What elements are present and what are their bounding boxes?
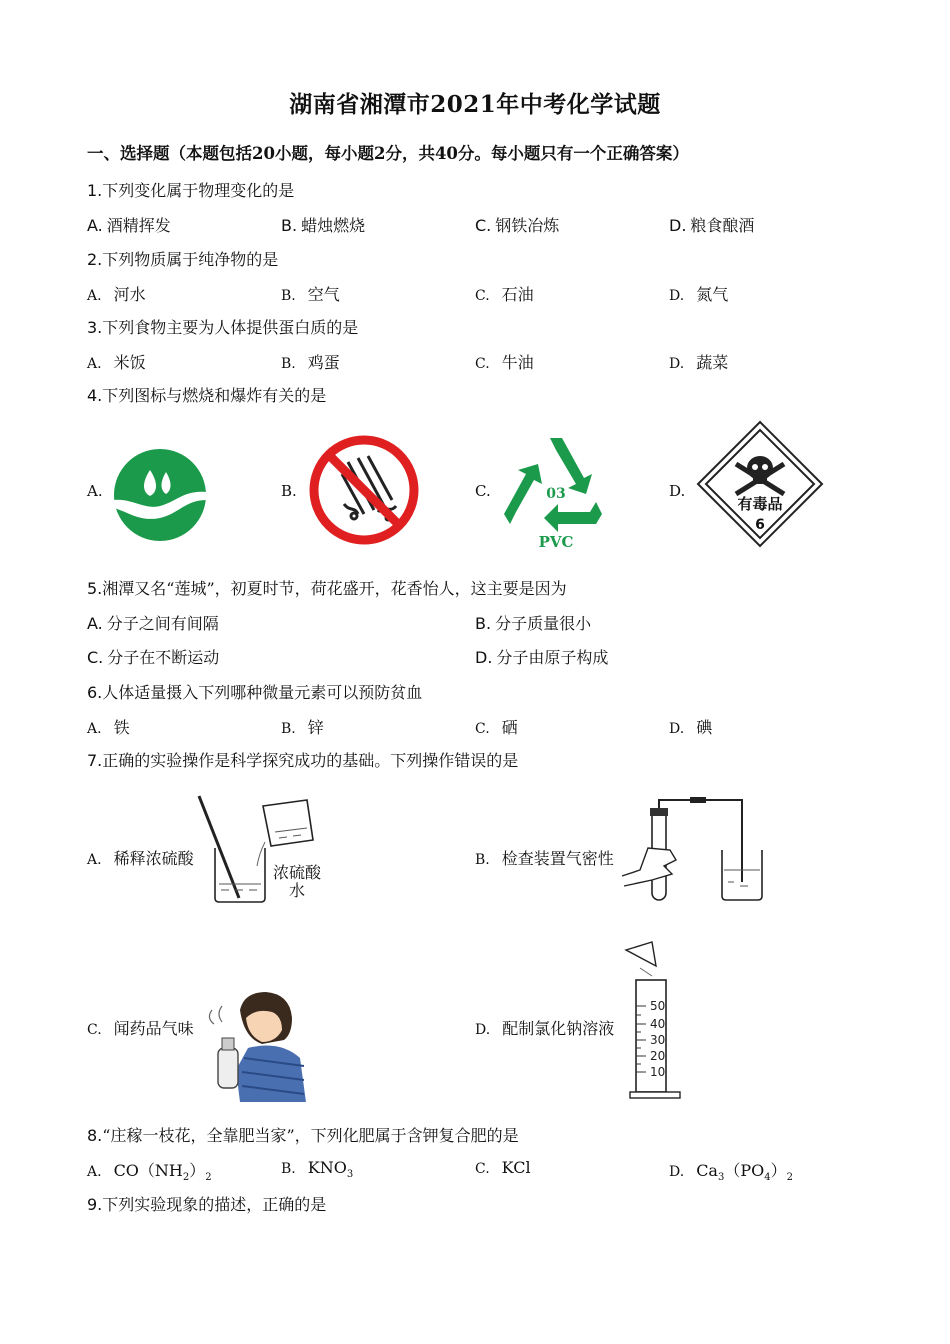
question-number: 1.: [87, 181, 103, 200]
option-text: 分子质量很小: [495, 614, 592, 633]
option-text: 碘: [696, 718, 713, 737]
q2-option-d[interactable]: [669, 282, 728, 305]
q3-option-b[interactable]: [281, 350, 340, 373]
option-text: 闻药品气味: [113, 1019, 194, 1038]
option-letter: A.: [87, 216, 103, 235]
q8-option-d[interactable]: [669, 1158, 793, 1183]
option-letter: D.: [669, 1164, 685, 1180]
q4-option-d-letter[interactable]: D.: [669, 482, 686, 500]
q6-option-d[interactable]: [669, 715, 712, 738]
option-text: 鸡蛋: [307, 353, 340, 372]
page-title: 湖南省湘潭市2021年中考化学试题: [289, 91, 661, 118]
option-letter: B.: [475, 614, 492, 633]
option-letter: B.: [475, 852, 490, 868]
question-9: [87, 1192, 326, 1215]
formula-subscript: 2: [205, 1172, 212, 1184]
q6-option-b[interactable]: [281, 715, 324, 738]
dilute-acid-figure: [195, 792, 335, 908]
question-text: 下列变化属于物理变化的是: [102, 181, 295, 200]
option-letter: B.: [281, 356, 296, 372]
option-text: 米饭: [113, 353, 146, 372]
toxic-class-number: 6: [755, 517, 765, 533]
question-4: [87, 383, 326, 406]
option-text: KCl: [501, 1158, 531, 1177]
question-8: [87, 1123, 519, 1146]
question-7: [87, 748, 518, 771]
water-saving-sign-icon[interactable]: [112, 448, 208, 542]
question-number: 8.: [87, 1126, 103, 1145]
formula-part: （PO: [724, 1161, 765, 1180]
airtightness-check-figure: [620, 794, 770, 906]
question-1: [87, 178, 294, 201]
question-number: 6.: [87, 683, 103, 702]
option-text: 酒精挥发: [106, 216, 171, 235]
option-text: 锌: [307, 718, 324, 737]
option-text: 氮气: [696, 285, 729, 304]
option-letter: D.: [475, 648, 493, 667]
no-fireworks-sign-icon[interactable]: [308, 434, 420, 546]
scale-50: 50: [650, 999, 666, 1013]
water-label: 水: [289, 881, 306, 900]
option-text: 钢铁冶炼: [495, 216, 560, 235]
option-letter: A.: [87, 614, 103, 633]
q2-option-a[interactable]: [87, 282, 146, 305]
option-letter: C.: [475, 721, 490, 737]
question-3: [87, 315, 358, 338]
formula-part: Ca: [696, 1161, 718, 1180]
option-text: 分子由原子构成: [496, 648, 609, 667]
scale-20: 20: [650, 1049, 666, 1063]
option-letter: A.: [87, 721, 102, 737]
question-number: 9.: [87, 1195, 103, 1214]
acid-label: 浓硫酸: [273, 863, 322, 882]
q7-option-a[interactable]: [87, 846, 194, 869]
formula-part: ）: [189, 1161, 206, 1180]
option-text: 检查装置气密性: [501, 849, 614, 868]
option-letter: D.: [669, 288, 685, 304]
smell-chemical-figure: [200, 988, 310, 1104]
option-text: 稀释浓硫酸: [113, 849, 194, 868]
q8-option-c[interactable]: [475, 1158, 531, 1177]
option-text: 蜡烛燃烧: [301, 216, 366, 235]
graduated-cylinder-figure: [622, 940, 692, 1104]
question-number: 4.: [87, 386, 103, 405]
option-letter: A.: [87, 288, 102, 304]
option-text: 分子之间有间隔: [106, 614, 219, 633]
q5-option-b[interactable]: [475, 611, 591, 634]
option-text: 配制氯化钠溶液: [502, 1019, 615, 1038]
option-letter: C.: [87, 1022, 102, 1038]
option-letter: A.: [87, 852, 102, 868]
q4-option-a-letter[interactable]: A.: [87, 482, 103, 500]
question-number: 2.: [87, 250, 103, 269]
formula-subscript: 3: [346, 1169, 354, 1181]
q8-option-b[interactable]: [281, 1158, 353, 1180]
recycling-pvc-sign-icon[interactable]: [500, 432, 612, 552]
formula-subscript: 2: [182, 1172, 190, 1184]
question-text: 下列物质属于纯净物的是: [102, 250, 279, 269]
formula-part: KNO: [307, 1158, 347, 1177]
q7-option-c[interactable]: [87, 1016, 194, 1039]
recycling-code: 03: [546, 486, 566, 502]
option-letter: B.: [281, 721, 296, 737]
question-2: [87, 247, 278, 270]
option-text: 分子在不断运动: [107, 648, 220, 667]
question-text: 下列实验现象的描述，正确的是: [102, 1195, 327, 1214]
q5-option-c[interactable]: [87, 645, 219, 668]
q1-option-a[interactable]: [87, 213, 171, 236]
question-text: 湘潭又名“莲城”，初夏时节，荷花盛开，花香怡人，这主要是因为: [102, 579, 567, 598]
option-text: 石油: [501, 285, 534, 304]
q1-option-b[interactable]: [281, 213, 365, 236]
q4-option-c-letter[interactable]: C.: [475, 482, 491, 500]
question-number: 5.: [87, 579, 103, 598]
option-text: 河水: [113, 285, 146, 304]
option-text: 粮食酿酒: [690, 216, 755, 235]
formula-subscript: 2: [786, 1172, 793, 1184]
option-text: 空气: [307, 285, 340, 304]
q7-option-b[interactable]: [475, 846, 614, 869]
option-letter: A.: [87, 1164, 102, 1180]
question-text: 下列图标与燃烧和爆炸有关的是: [102, 386, 327, 405]
option-text: 硒: [501, 718, 518, 737]
option-letter: D.: [669, 216, 687, 235]
q3-option-d[interactable]: [669, 350, 728, 373]
q6-option-a[interactable]: [87, 715, 130, 738]
question-number: 3.: [87, 318, 103, 337]
option-text: 牛油: [501, 353, 534, 372]
formula-subscript: 3: [717, 1172, 725, 1184]
option-letter: D.: [669, 356, 685, 372]
q3-option-a[interactable]: [87, 350, 146, 373]
question-6: [87, 680, 422, 703]
option-letter: D.: [669, 721, 685, 737]
question-5: [87, 576, 567, 599]
q2-option-c[interactable]: [475, 282, 534, 305]
question-number: 7.: [87, 751, 103, 770]
q1-option-c[interactable]: [475, 213, 559, 236]
option-letter: B.: [281, 1161, 296, 1177]
recycling-caption: PVC: [538, 533, 574, 551]
question-text: 下列食物主要为人体提供蛋白质的是: [102, 318, 359, 337]
scale-40: 40: [650, 1017, 666, 1031]
q2-option-b[interactable]: [281, 282, 340, 305]
question-text: 人体适量摄入下列哪种微量元素可以预防贫血: [102, 683, 423, 702]
q1-option-d[interactable]: [669, 213, 754, 236]
question-text: 正确的实验操作是科学探究成功的基础。下列操作错误的是: [102, 751, 519, 770]
option-letter: C.: [475, 356, 490, 372]
option-letter: A.: [87, 356, 102, 372]
formula-part: CO（NH: [113, 1161, 183, 1180]
toxic-label: 有毒品: [737, 495, 783, 513]
q5-option-d[interactable]: [475, 645, 608, 668]
q4-option-b-letter[interactable]: B.: [281, 482, 297, 500]
formula-part: ）: [770, 1161, 787, 1180]
option-letter: C.: [87, 648, 104, 667]
option-letter: C.: [475, 1161, 490, 1177]
q6-option-c[interactable]: [475, 715, 518, 738]
option-letter: B.: [281, 288, 296, 304]
option-letter: C.: [475, 216, 492, 235]
q3-option-c[interactable]: [475, 350, 534, 373]
section-heading: 一、选择题（本题包括20小题，每小题2分，共40分。每小题只有一个正确答案）: [87, 144, 689, 163]
option-letter: C.: [475, 288, 490, 304]
option-text: 铁: [113, 718, 130, 737]
q8-option-a[interactable]: [87, 1158, 212, 1183]
option-letter: B.: [281, 216, 298, 235]
formula-subscript: 4: [764, 1172, 771, 1184]
toxic-substance-sign-icon[interactable]: [696, 420, 824, 548]
question-text: “庄稼一枝花，全靠肥当家”，下列化肥属于含钾复合肥的是: [102, 1126, 519, 1145]
scale-10: 10: [650, 1065, 666, 1079]
option-letter: D.: [475, 1022, 491, 1038]
q5-option-a[interactable]: [87, 611, 219, 634]
scale-30: 30: [650, 1033, 666, 1047]
option-text: 蔬菜: [696, 353, 729, 372]
q7-option-d[interactable]: [475, 1016, 614, 1039]
